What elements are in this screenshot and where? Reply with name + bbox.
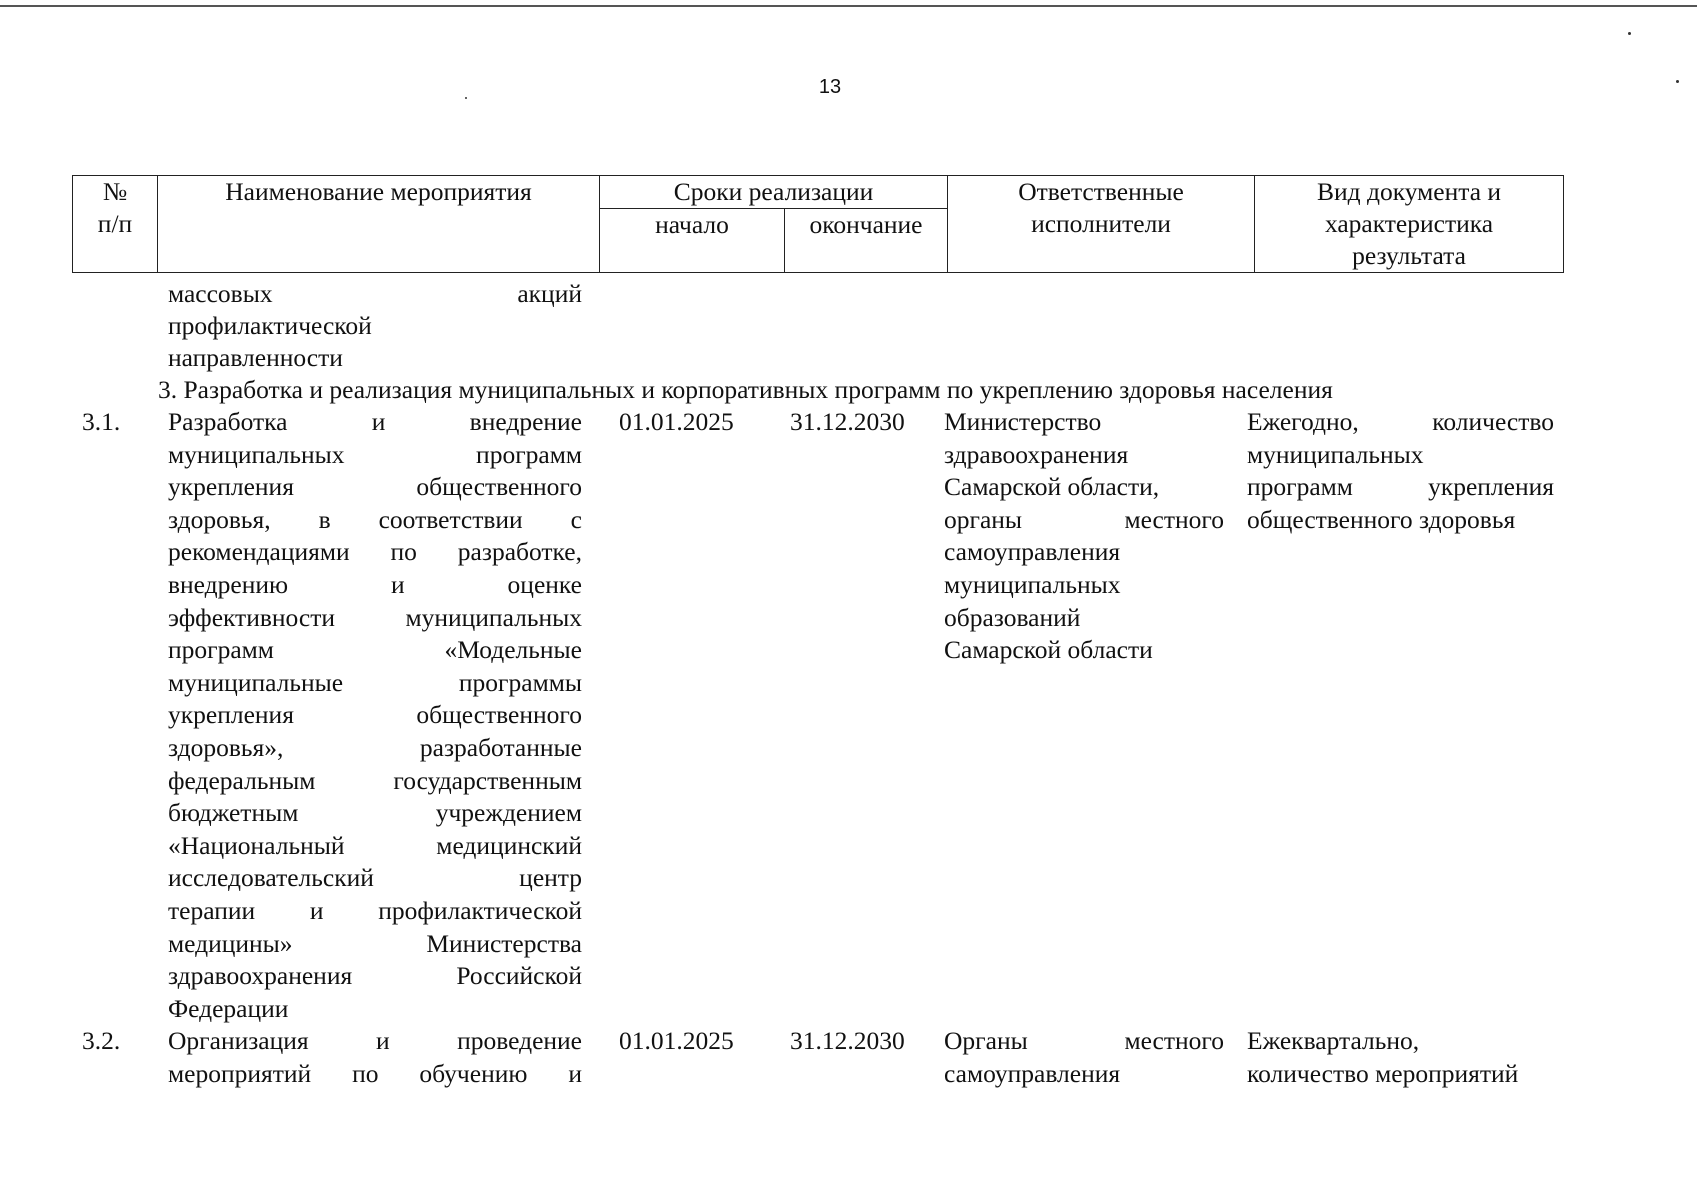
section-heading: 3. Разработка и реализация муниципальных и корпоративных программ по укреплению здоровья населения [158, 375, 1333, 404]
page-number: 13 [818, 76, 842, 98]
continuation-text-line: массовых акций [168, 279, 582, 308]
row-start-date: 01.01.2025 [619, 1026, 734, 1055]
row-responsible: Органы местного самоуправления [944, 1026, 1224, 1088]
header-responsible: Ответственные исполнители [948, 176, 1255, 273]
continuation-text-line: направленности [168, 343, 343, 372]
row-result: Ежегодно, количество муниципальных программ укрепления общественного здоровья [1247, 407, 1554, 534]
header-num: № п/п [73, 176, 158, 273]
plan-table-header [72, 175, 1564, 273]
scan-speck [1628, 32, 1631, 35]
scan-speck [465, 97, 467, 99]
row-result: Ежеквартально, количество мероприятий [1247, 1026, 1519, 1088]
continuation-text-line: профилактической [168, 311, 372, 340]
row-number: 3.2. [82, 1026, 121, 1055]
row-name: Разработка и внедрение муниципальных программ укрепления общественного здоровья, в соответствии с рекомендациями по разработке, внедрению и оценке эффективности муниципальных программ «Модельные муниципальные программы укрепления общественного здоровья», разработанные федеральным государственным бюджетным учреждением «Национальный медицинский исследовательский центр терапии и профилактической медицины» Министерства здравоохранения Российской Федерации [168, 407, 582, 1023]
row-responsible: Министерство здравоохранения Самарской области, органы местного самоуправления муниципальных образований Самарской области [944, 407, 1224, 665]
header-result: Вид документа и характеристика результата [1255, 176, 1564, 273]
header-start: начало [600, 209, 785, 273]
top-border-line [0, 5, 1697, 7]
row-end-date: 31.12.2030 [790, 1026, 905, 1055]
header-end: окончание [785, 209, 948, 273]
scan-speck [1676, 80, 1679, 83]
header-name: Наименование мероприятия [158, 176, 600, 273]
header-terms: Сроки реализации [600, 176, 948, 209]
row-end-date: 31.12.2030 [790, 407, 905, 436]
row-number: 3.1. [82, 407, 121, 436]
row-start-date: 01.01.2025 [619, 407, 734, 436]
row-name: Организация и проведение мероприятий по обучению и [168, 1026, 582, 1088]
